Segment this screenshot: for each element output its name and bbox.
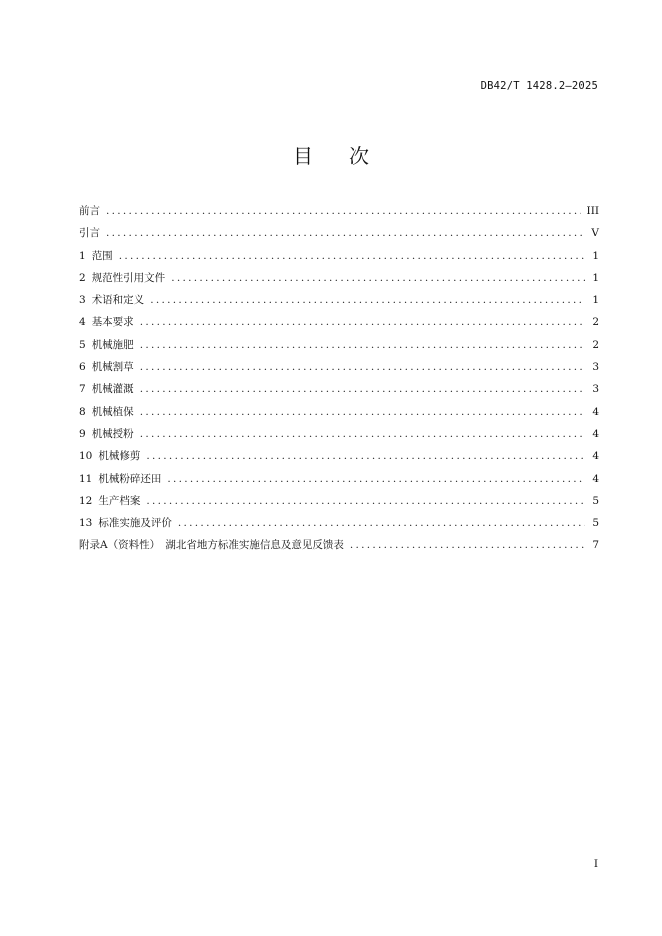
toc-dot-leader: [146, 490, 585, 512]
title-char-2: 次: [349, 144, 369, 168]
toc-entry-page: III: [586, 205, 599, 217]
toc-entry-page: 4: [592, 427, 599, 440]
toc-dot-leader: [140, 356, 585, 378]
toc-dot-leader: [140, 378, 585, 400]
toc-entry-page: 3: [592, 383, 599, 396]
toc-entry-label: 基本要求: [91, 316, 134, 329]
toc-entry-number: 2: [79, 271, 86, 284]
toc-dot-leader: [140, 401, 585, 423]
toc-entry-number: 9: [79, 427, 86, 440]
toc-entry-number: 13: [79, 517, 93, 530]
toc-entry-label: 范围: [91, 249, 113, 262]
toc-entry-label: 引言: [79, 227, 100, 240]
toc-entry-page: 5: [592, 494, 599, 507]
toc-entry-page: 4: [592, 450, 599, 463]
toc-entry-number: 7: [79, 383, 86, 396]
toc-entry-page: 2: [592, 316, 599, 329]
toc-dot-leader: [140, 311, 585, 333]
toc-entry[interactable]: [79, 534, 599, 556]
toc-entry-label: 机械植保: [91, 405, 134, 418]
toc-entry-number: 8: [79, 405, 86, 418]
title-char-1: 目: [293, 144, 313, 168]
toc-entry[interactable]: [79, 401, 599, 423]
toc-dot-leader: [178, 512, 585, 534]
page-number: I: [593, 858, 598, 870]
toc-entry-label: 机械割草: [91, 361, 134, 374]
toc-entry[interactable]: [79, 378, 599, 400]
toc-dot-leader: [167, 468, 585, 490]
toc-entry-page: 1: [592, 294, 599, 307]
toc-entry-number: 1: [79, 249, 86, 262]
toc-entry-page: 4: [592, 405, 599, 418]
toc-entry[interactable]: [79, 222, 599, 244]
toc-entry[interactable]: [79, 468, 599, 490]
toc-entry-number: 3: [79, 294, 86, 307]
toc-entry[interactable]: [79, 356, 599, 378]
toc-dot-leader: [350, 534, 585, 556]
toc-entry-label: 机械施肥: [91, 338, 134, 351]
toc-dot-leader: [150, 289, 585, 311]
toc-entry-page: 1: [592, 271, 599, 284]
toc-dot-leader: [119, 245, 585, 267]
toc-entry-page: 3: [592, 361, 599, 374]
page-title: [0, 140, 662, 169]
toc-entry[interactable]: [79, 245, 599, 267]
toc-entry-number: 12: [79, 494, 93, 507]
toc-entry-page: 2: [592, 338, 599, 351]
toc-entry[interactable]: [79, 289, 599, 311]
toc-entry-page: 5: [592, 517, 599, 530]
toc-entry-label: 标准实施及评价: [98, 517, 172, 530]
toc-entry[interactable]: [79, 200, 599, 222]
toc-entry-label: 前言: [79, 205, 100, 217]
toc-entry-number: 4: [79, 316, 86, 329]
toc-dot-leader: [140, 423, 585, 445]
toc-entry-page: 4: [592, 472, 599, 485]
toc-entry[interactable]: [79, 445, 599, 467]
toc-entry-label: 生产档案: [98, 494, 141, 507]
toc-entry-label: 术语和定义: [91, 294, 145, 307]
toc-entry[interactable]: [79, 512, 599, 534]
toc-entry-number: 6: [79, 361, 86, 374]
toc-entry[interactable]: [79, 423, 599, 445]
toc-entry-page: 7: [592, 539, 599, 552]
toc-entry-label: 机械修剪: [98, 450, 141, 463]
toc-dot-leader: [106, 222, 585, 244]
document-code: DB42/T 1428.2—2025: [480, 80, 598, 92]
toc-entry-number: 10: [79, 450, 93, 463]
toc-entry-label: 机械粉碎还田: [98, 472, 162, 485]
toc-dot-leader: [171, 267, 585, 289]
toc-dot-leader: [140, 334, 585, 356]
toc-entry[interactable]: [79, 267, 599, 289]
toc-dot-leader: [146, 445, 585, 467]
toc-entry-page: 1: [592, 249, 599, 262]
toc-entry[interactable]: [79, 311, 599, 333]
toc-entry-number: 11: [79, 472, 93, 485]
toc-entry-number: 5: [79, 338, 86, 351]
toc-entry-label: 规范性引用文件: [91, 271, 166, 284]
toc-entry-label: 机械灌溉: [91, 383, 134, 396]
toc-entry[interactable]: [79, 490, 599, 512]
toc-entry-label: 附录A（资料性） 湖北省地方标准实施信息及意见反馈表: [79, 539, 344, 552]
toc-entry-label: 机械授粉: [91, 427, 134, 440]
toc-entry-page: V: [591, 227, 599, 240]
toc-entry[interactable]: [79, 334, 599, 356]
table-of-contents: [79, 200, 599, 557]
toc-dot-leader: [106, 200, 581, 222]
